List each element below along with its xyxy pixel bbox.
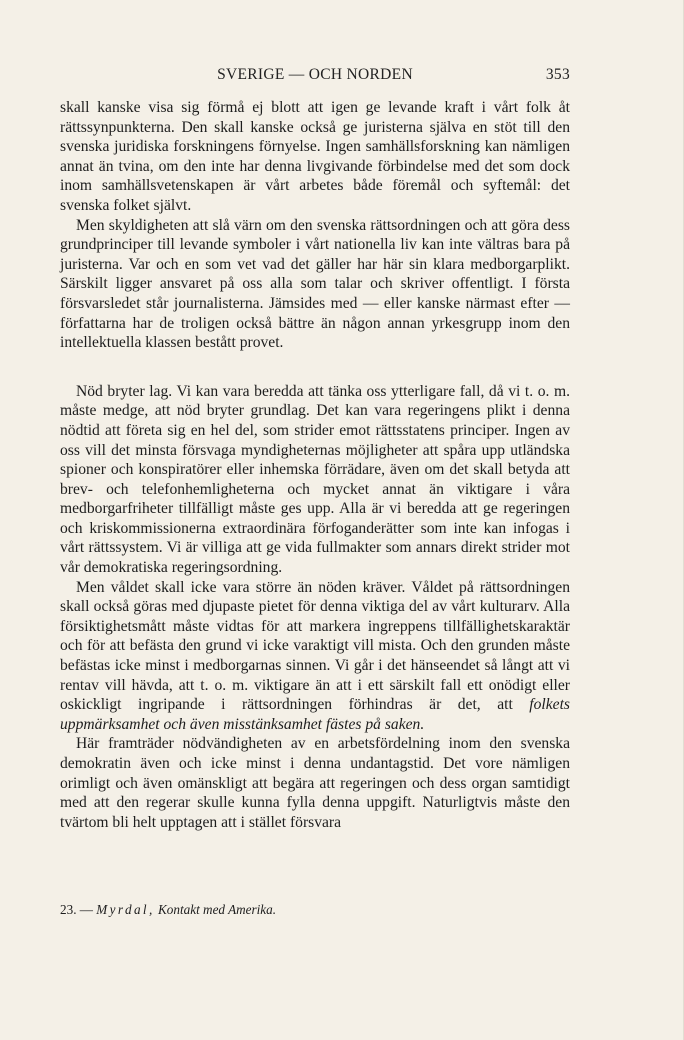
paragraph-4 [60, 578, 570, 735]
paragraph-2: Men skyldigheten att slå värn om den svenska rättsordningen och att göra dess grundprinciper till levande symboler i vårt nationella liv kan inte vältras bara på juristerna. Var och en som vet vad det gäller har här sin klara medborgarplikt. Särskilt ligger ansvaret på oss alla som talar och skriver offentligt. I första försvarsledet står journalisterna. Jämsides med — eller kanske närmast efter — författarna har de troligen också bättre än någon annan yrkesgrupp inom den intellektuella klassen bestått provet. [60, 216, 570, 352]
footnote-number: 23. — [60, 902, 93, 917]
page-header [60, 66, 570, 90]
paragraph-1: skall kanske visa sig förmå ej blott att igen ge levande kraft i vårt folk åt rättssynpunkterna. Den skall kanske också ge juristerna själva en stöt till den svenska juridiska forskningens förnyelse. Ingen samhällsforskning kan nämligen annat än tvina, om den inte har denna livgivande förbindelse med det som dock inom samhällsvetenskapen är vårt arbetes både föremål och syftemål: det svenska folket självt. [60, 99, 570, 214]
section-break [60, 353, 570, 382]
paragraph-3: Nöd bryter lag. Vi kan vara beredda att tänka oss ytterligare fall, då vi t. o. m. måste medge, att nöd bryter grundlag. Det kan vara regeringens plikt i denna nödtid att företa sig en hel del, som strider emot rättsstatens principer. Ingen av oss vill det minsta försvaga myndigheternas möjligheter att spåra upp utländska spioner och konspiratörer eller inhemska förrädare, även om det skall betyda att brev- och telefonhemligheterna och mycket annat än viktigare i våra medborgarfriheter tillfälligt måste ges upp. Alla är vi beredda att ge regeringen och kriskommissionerna extraordinära förfoganderätter som inte kan infogas i vårt rättssystem. Vi är villiga att ge vida fullmakter som annars direkt strider mot vår demokratiska regeringsordning. [60, 382, 570, 577]
footnote-author: Myrdal, [96, 902, 155, 917]
paragraph-5: Här framträder nödvändigheten av en arbetsfördelning inom den svenska demokratin även och icke minst i denna undantagstid. Det vore nämligen orimligt och även omänskligt att begära att regeringen och dess organ samtidigt med att den regerar skulle kunna fylla denna uppgift. Naturligtvis måste den tvärtom bli helt upptagen att i stället försvara [60, 735, 570, 831]
paragraph-4-emphasis: folkets uppmärksamhet och även misstänksamhet fästes på saken. [60, 696, 570, 733]
paragraph-4-text: Men våldet skall icke vara större än nöden kräver. Våldet på rättsordningen skall också göras med djupaste pietet för denna viktiga del av vårt kulturarv. Alla försiktighetsmått måste vidtas för att markera ingreppens tillfällighetskaraktär och för att befästa den grund vi icke varaktigt vill mista. Och den grunden måste befästas icke minst i medborgarnas sinnen. Vi går i det hänseendet så långt att vi rentav vill hävda, att t. o. m. viktigare än att i ett särskilt fall ett onödigt eller oskickligt ingripande i rättsordningen förhindras är det, att [60, 578, 570, 714]
running-head: SVERIGE — OCH NORDEN [217, 66, 413, 83]
body-text [60, 98, 570, 832]
page-number: 353 [545, 66, 570, 83]
footnote [60, 902, 570, 918]
footnote-title: Kontakt med Amerika. [158, 902, 277, 917]
